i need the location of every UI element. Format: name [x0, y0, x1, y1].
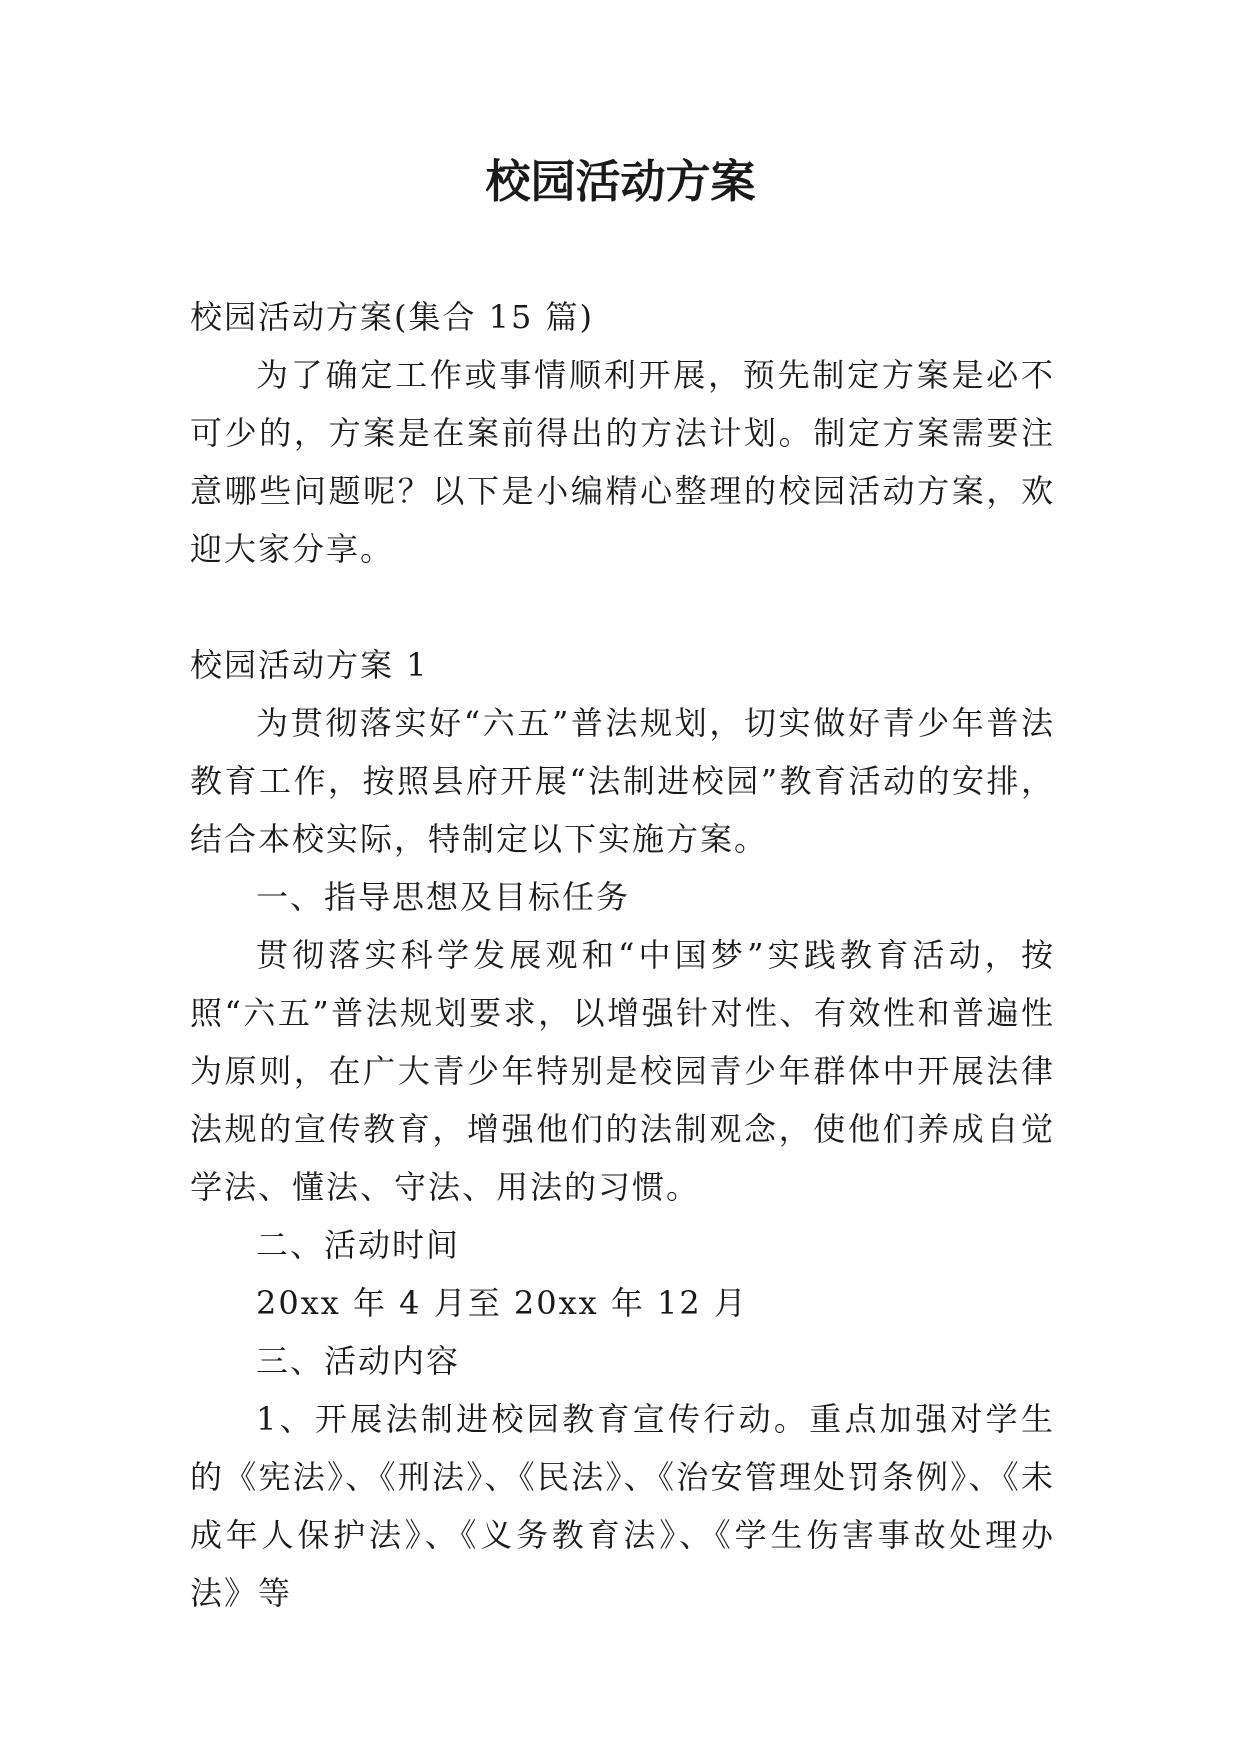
document-subtitle: 校园活动方案(集合 15 篇) — [190, 298, 595, 336]
body-paragraph: 贯彻落实科学发展观和“中国梦”实践教育活动，按照“六五”普法规划要求，以增强针对性、有效性和普遍性为原则，在广大青少年特别是校园青少年群体中开展法律法规的宣传教育，增强他们的法制观念，使他们养成自觉学法、懂法、守法、用法的习惯。 — [190, 936, 1055, 1206]
date-range: 20xx 年 4 月至 20xx 年 12 月 — [256, 1284, 748, 1322]
body-paragraph: 为贯彻落实好“六五”普法规划，切实做好青少年普法教育工作，按照县府开展“法制进校园”教育活动的安排，结合本校实际，特制定以下实施方案。 — [190, 704, 1055, 858]
subsection-heading: 一、指导思想及目标任务 — [256, 878, 631, 916]
intro-paragraph: 为了确定工作或事情顺利开展，预先制定方案是必不可少的，方案是在案前得出的方法计划。制定方案需要注意哪些问题呢？以下是小编精心整理的校园活动方案，欢迎大家分享。 — [190, 356, 1055, 568]
section-heading: 校园活动方案 1 — [190, 646, 429, 684]
spacer — [190, 578, 1055, 636]
document-body — [190, 288, 1055, 1622]
subsection-heading: 三、活动内容 — [256, 1342, 461, 1380]
body-paragraph: 1、开展法制进校园教育宣传行动。重点加强对学生的《宪法》、《刑法》、《民法》、《治安管理处罚条例》、《未成年人保护法》、《义务教育法》、《学生伤害事故处理办法》等 — [190, 1400, 1055, 1612]
document-title: 校园活动方案 — [485, 155, 756, 208]
subsection-heading: 二、活动时间 — [256, 1226, 461, 1264]
